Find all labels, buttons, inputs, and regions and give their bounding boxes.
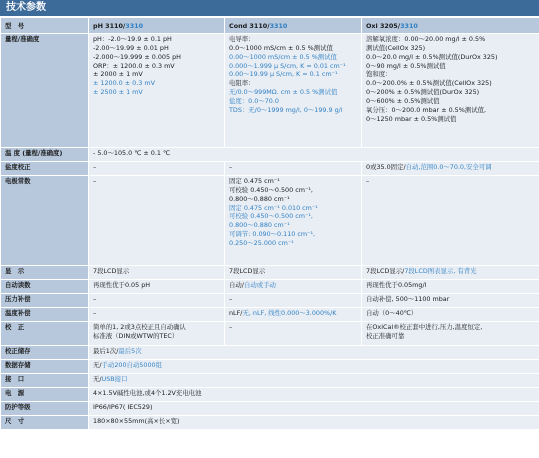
- row-interface: [1, 374, 539, 388]
- spec-line: TDS：无/0～1999 mg/l, 0～199.9 g/l: [229, 105, 343, 114]
- spec-line: 0.0～200.0% ± 0.5%测试值(CellOx 325): [366, 79, 492, 88]
- row-range: [1, 34, 539, 148]
- spec-line: ± 2000 ± 1 mV: [93, 70, 143, 79]
- spec-line: 溶解氧浓度：0.00～20.00 mg/l ± 0.5%: [366, 35, 486, 43]
- autoread-ph: 再现性优于0.05 pH: [89, 280, 225, 294]
- spec-fragment: 自动,范围0.0～70.0,安全可调: [405, 163, 492, 171]
- spec-line: 0.000～1.999 µ S/cm, K = 0.01 cm⁻¹: [229, 61, 346, 70]
- interface-label: 接 口: [1, 374, 89, 388]
- spec-line: -2.000～19.999 ± 0.005 pH: [93, 52, 181, 61]
- calib-ph: 简单的1, 2或3点校正且自动确认 标准液（DIN或WTW的TEC）: [89, 322, 225, 346]
- row-salinity: [1, 162, 539, 176]
- spec-line: 固定 0.475 cm⁻¹ 0.010 cm⁻¹: [229, 203, 318, 212]
- spec-line: 0.0～20.0 mg/l ± 0.5%测试值(DurOx 325): [366, 52, 498, 61]
- datastore-value: [89, 360, 539, 374]
- salinity-oxi: [362, 162, 539, 176]
- salinity-cond: –: [225, 162, 362, 176]
- spec-fragment: nLF/: [229, 309, 243, 317]
- spec-fragment: 最后5次: [118, 347, 142, 355]
- spec-line: 0.250～25.000 cm⁻¹: [229, 238, 294, 247]
- pressure-cond: –: [225, 294, 362, 308]
- salinity-label: 盐度校正: [1, 162, 89, 176]
- spec-line: 固定 0.475 cm⁻¹: [229, 177, 280, 185]
- spec-fragment: 无/: [93, 361, 102, 369]
- model-cond: Cond 3110/3310: [225, 18, 362, 34]
- spec-line: 饱和度：: [366, 70, 392, 79]
- protection-value: IP66/IP67( IEC529): [89, 402, 539, 416]
- calib-oxi: 在OxiCal®校正套中进行,压力,温度恒定, 校正准确可靠: [362, 322, 539, 346]
- spec-line: ± 1200.0 ± 0.3 mV: [93, 79, 155, 88]
- spec-line: ORP：± 1200.0 ± 0.3 mV: [93, 61, 175, 70]
- spec-fragment: 无/: [93, 375, 102, 383]
- spec-line: 氧分压：0～200.0 mbar ± 0.5%测试值,: [366, 105, 487, 114]
- tempcomp-ph: –: [89, 308, 225, 322]
- cell-label: 电极常数: [1, 176, 89, 266]
- protection-label: 防护等级: [1, 402, 89, 416]
- row-size: [1, 416, 539, 430]
- row-autoread: [1, 280, 539, 294]
- range-oxi: [362, 34, 539, 148]
- section-title-bar: [0, 0, 539, 16]
- spec-line: 电阻率：: [229, 79, 255, 88]
- autoread-oxi: 再现性优于0.05mg/l: [362, 280, 539, 294]
- spec-fragment: 手动200自动5000组: [101, 361, 162, 369]
- spec-fragment: 最后1次/: [93, 347, 119, 355]
- pressure-ph: –: [89, 294, 225, 308]
- size-label: 尺 寸: [1, 416, 89, 430]
- spec-line: 0.00～19.99 µ S/cm, K = 0.1 cm⁻¹: [229, 70, 338, 79]
- spec-line: 0.800～0.880 cm⁻¹: [229, 194, 290, 203]
- spec-line: -2.00～19.99 ± 0.01 pH: [93, 43, 169, 52]
- power-value: 4×1.5V碱性电池,或4个1.2V充电电池: [89, 388, 539, 402]
- spec-fragment: USB接口: [101, 375, 128, 383]
- calib-cond: –: [225, 322, 362, 346]
- spec-line: 盐度：0.0～70.0: [229, 96, 279, 105]
- interface-value: [89, 374, 539, 388]
- datastore-label: 数据存储: [1, 360, 89, 374]
- spec-fragment: 0或35.0固定/: [366, 163, 406, 171]
- range-label: 量程/准确度: [1, 34, 89, 148]
- header-row: [1, 18, 539, 34]
- storage-label: 校正储存: [1, 346, 89, 360]
- spec-line: 可校验 0.450～0.500 cm⁻¹,: [229, 185, 313, 194]
- row-display: [1, 266, 539, 280]
- cell-cond: [225, 176, 362, 266]
- temp-value: - 5.0～105.0 ℃ ± 0.1 ℃: [89, 148, 539, 162]
- row-temp: [1, 148, 539, 162]
- model-oxi: Oxi 3205/3310: [362, 18, 539, 34]
- spec-line: 电导率：: [229, 35, 255, 43]
- model-ph: pH 3110/3310: [89, 18, 225, 34]
- spec-line: 测试值(CellOx 325): [366, 43, 426, 52]
- pressure-label: 压力补偿: [1, 294, 89, 308]
- spec-line: 可调节: 0.090～0.110 cm⁻¹,: [229, 230, 316, 239]
- row-protection: [1, 402, 539, 416]
- power-label: 电 源: [1, 388, 89, 402]
- tempcomp-oxi: 自动（0～40℃）: [362, 308, 539, 322]
- autoread-label: 自动读数: [1, 280, 89, 294]
- autoread-cond: [225, 280, 362, 294]
- spec-fragment: 自动或手动: [243, 281, 276, 289]
- spec-line: ± 2500 ± 1 mV: [93, 88, 143, 97]
- storage-value: [89, 346, 539, 360]
- temp-label: 温 度 (量程/准确度): [1, 148, 89, 162]
- spec-line: 0～600% ± 0.5%测试值: [366, 96, 440, 105]
- range-ph: [89, 34, 225, 148]
- row-power: [1, 388, 539, 402]
- model-label: 型 号: [1, 18, 89, 34]
- spec-fragment: 无, nLF, 线性0.000～3.000%/K: [242, 309, 337, 317]
- display-cond: 7段LCD显示: [225, 266, 362, 280]
- cell-oxi: –: [362, 176, 539, 266]
- spec-fragment: 7段LCD显示/: [366, 267, 405, 275]
- spec-line: pH：-2.0～19.9 ± 0.1 pH: [93, 35, 172, 43]
- salinity-ph: –: [89, 162, 225, 176]
- spec-fragment: 自动/: [229, 281, 244, 289]
- section-title: 技术参数: [6, 2, 46, 13]
- pressure-oxi: 自动补偿, 500～1100 mbar: [362, 294, 539, 308]
- spec-line: 0.0～1000 mS/cm ± 0.5 %测试值: [229, 43, 333, 52]
- spec-line: 0.00～1000 mS/cm ± 0.5 %测试值: [229, 52, 337, 61]
- spec-line: 0.800～0.880 cm⁻¹: [229, 221, 290, 230]
- spec-fragment: 7段LCD图表显示, 有背光: [404, 267, 477, 275]
- spec-line: 无/0.0～999MΩ. cm ± 0.5 %测试值: [229, 88, 338, 97]
- spec-line: 0～1250 mbar ± 0.5%测试值: [366, 114, 457, 123]
- spec-line: 可校验 0.450～0.500 cm⁻¹,: [229, 212, 313, 221]
- range-cond: [225, 34, 362, 148]
- spec-table: [0, 17, 539, 430]
- display-oxi: [362, 266, 539, 280]
- tempcomp-label: 温度补偿: [1, 308, 89, 322]
- row-datastore: [1, 360, 539, 374]
- row-calib: [1, 322, 539, 346]
- display-ph: 7段LCD显示: [89, 266, 225, 280]
- spec-line: 0～90 mg/l ± 0.5%测试值: [366, 61, 446, 70]
- row-tempcomp: [1, 308, 539, 322]
- spec-line: 0～200% ± 0.5%测试值(DurOx 325): [366, 88, 480, 97]
- row-cell: [1, 176, 539, 266]
- display-label: 显 示: [1, 266, 89, 280]
- row-pressure: [1, 294, 539, 308]
- row-storage: [1, 346, 539, 360]
- size-value: 180×80×55mm(高×长×宽): [89, 416, 539, 430]
- cell-ph: –: [89, 176, 225, 266]
- calib-label: 校 正: [1, 322, 89, 346]
- tempcomp-cond: [225, 308, 362, 322]
